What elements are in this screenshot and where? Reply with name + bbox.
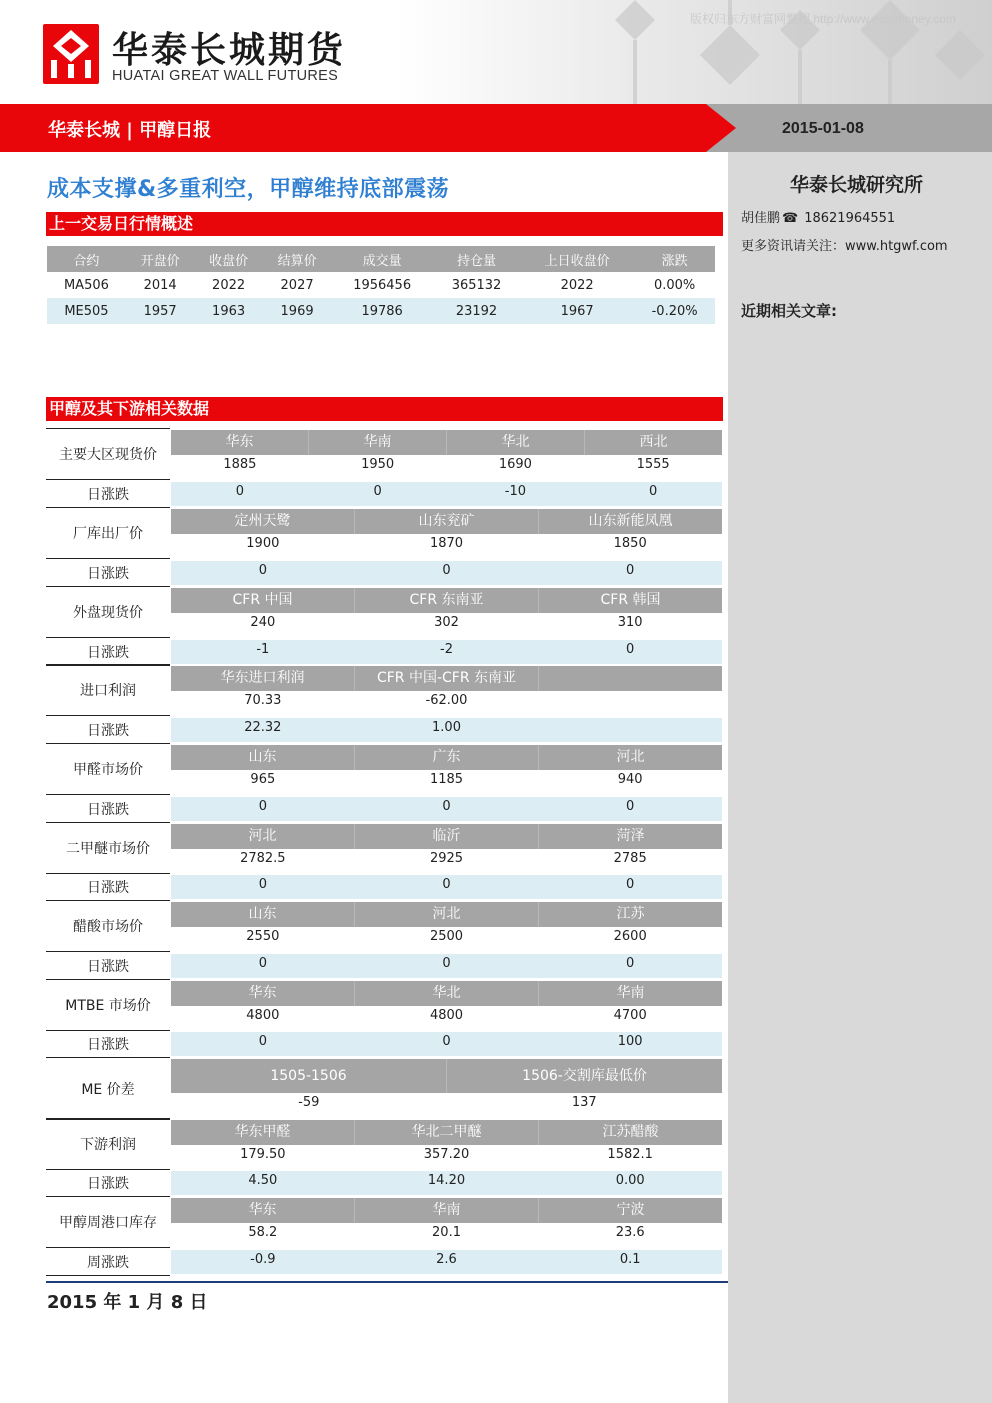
quote-cell: 365132	[433, 272, 520, 298]
row-label: 日涨跌	[46, 873, 170, 901]
change-cell: 14.20	[427, 1173, 466, 1188]
col-header: CFR 东南亚	[355, 588, 539, 613]
col-header: 江苏	[616, 906, 645, 922]
row-label: MTBE 市场价	[46, 979, 170, 1031]
data-row-import-profit	[46, 664, 722, 716]
row-header	[171, 745, 722, 770]
data-row-port-inventory	[46, 1196, 722, 1248]
quote-header-cell: 持仓量	[433, 246, 520, 272]
row-changes	[171, 1250, 722, 1274]
row-changes	[171, 640, 722, 664]
row-header	[171, 588, 722, 613]
value-cell: 302	[434, 615, 459, 630]
change-cell: 0	[258, 877, 267, 892]
col-header: 广东	[355, 745, 539, 770]
row-changes	[171, 875, 722, 899]
report-type-title: 华泰长城 | 甲醇日报	[48, 120, 212, 141]
col-header: 山东	[171, 902, 355, 927]
value-cell: 1870	[429, 536, 464, 551]
data-row-spot	[46, 428, 722, 480]
col-header: 河北	[616, 749, 645, 765]
value-cell: 1582.1	[607, 1147, 653, 1162]
col-header: 华东	[171, 981, 355, 1006]
row-label: 下游利润	[46, 1118, 170, 1170]
change-row-mtbe	[46, 1030, 722, 1058]
page-header	[0, 0, 992, 104]
row-label: ME 价差	[46, 1057, 170, 1120]
quote-cell: 1963	[194, 298, 262, 324]
value-cell: 4700	[613, 1008, 647, 1023]
col-header: 菏泽	[616, 828, 645, 844]
change-cell: 0	[442, 563, 451, 578]
col-header: CFR 韩国	[600, 592, 661, 608]
change-cell: 100	[617, 1034, 643, 1049]
row-header	[171, 430, 722, 455]
value-cell: 310	[617, 615, 643, 630]
col-header: 华南	[309, 430, 447, 455]
change-row-downstream-profit	[46, 1169, 722, 1197]
row-label: 主要大区现货价	[46, 428, 170, 480]
table-row	[47, 272, 715, 298]
col-header: 1506-交割库最低价	[522, 1068, 647, 1084]
row-header	[171, 1120, 722, 1145]
report-date: 2015-01-08	[782, 120, 864, 137]
row-label: 日涨跌	[46, 952, 170, 980]
value-cell: -62.00	[425, 693, 468, 708]
col-header: 华北二甲醚	[355, 1120, 539, 1145]
data-row-downstream-profit	[46, 1118, 722, 1170]
footer-date: 2015 年 1 月 8 日	[47, 1292, 208, 1313]
change-cell: 0.1	[619, 1252, 641, 1267]
quote-cell: 1957	[126, 298, 194, 324]
value-cell: 2550	[246, 929, 280, 944]
quote-cell: 1969	[263, 298, 331, 324]
value-cell: 940	[617, 772, 643, 787]
row-label: 日涨跌	[46, 638, 170, 666]
value-cell: 1555	[636, 457, 670, 472]
row-header	[171, 824, 722, 849]
change-cell: 0	[258, 799, 267, 814]
change-cell: 4.50	[248, 1173, 278, 1188]
row-label: 周涨跌	[46, 1248, 170, 1276]
quote-cell: 2022	[520, 272, 634, 298]
brand-name-cn: 华泰长城期货	[112, 30, 347, 71]
row-changes	[171, 482, 722, 506]
value-cell: 23.6	[615, 1225, 645, 1240]
change-cell: 0.00	[615, 1173, 645, 1188]
change-row-foreign	[46, 638, 722, 666]
change-row-formaldehyde	[46, 795, 722, 823]
row-values	[171, 1006, 722, 1026]
change-cell: 0	[442, 799, 451, 814]
row-label: 日涨跌	[46, 1030, 170, 1058]
change-cell: -0.9	[250, 1252, 276, 1267]
value-cell: 965	[250, 772, 276, 787]
row-values	[171, 1093, 722, 1113]
data-row-me-spread	[46, 1057, 722, 1120]
row-label: 厂库出厂价	[46, 507, 170, 559]
data-row-formaldehyde	[46, 743, 722, 795]
change-row-port-inventory	[46, 1248, 722, 1276]
col-header: 华东	[171, 1198, 355, 1223]
section-title-market-overview: 上一交易日行情概述	[46, 212, 723, 236]
row-header	[171, 509, 722, 534]
row-label: 日涨跌	[46, 1169, 170, 1197]
related-articles-title: 近期相关文章:	[741, 302, 837, 320]
quote-header-cell: 合约	[47, 246, 126, 272]
analyst-name: 胡佳鹏	[741, 211, 781, 226]
data-row-acetic-acid	[46, 900, 722, 952]
quote-header-cell: 开盘价	[126, 246, 194, 272]
row-values	[171, 455, 722, 475]
row-changes	[171, 797, 722, 821]
change-cell: 0	[626, 877, 635, 892]
phone-icon: ☎	[782, 211, 799, 226]
follow-website: 更多资讯请关注：www.htgwf.com	[741, 239, 948, 254]
change-row-factory	[46, 559, 722, 587]
row-values	[171, 770, 722, 790]
change-cell: 0	[442, 1034, 451, 1049]
row-label: 日涨跌	[46, 480, 170, 508]
col-header: 华东	[171, 430, 309, 455]
col-header: 江苏醋酸	[602, 1124, 659, 1140]
quote-header-cell: 上日收盘价	[520, 246, 634, 272]
change-cell: 0	[626, 642, 635, 657]
col-header: 临沂	[355, 824, 539, 849]
change-cell: 0	[373, 484, 382, 499]
row-changes	[171, 1171, 722, 1195]
quote-cell: MA506	[47, 272, 126, 298]
quote-header-cell: 收盘价	[194, 246, 262, 272]
col-header: 山东新能凤凰	[588, 513, 673, 529]
change-cell: 0	[258, 563, 267, 578]
quote-cell: 2014	[126, 272, 194, 298]
row-header	[171, 902, 722, 927]
change-cell: 22.32	[244, 720, 282, 735]
row-values	[171, 613, 722, 633]
value-cell: 20.1	[432, 1225, 461, 1240]
quote-cell: -0.20%	[634, 298, 715, 324]
col-header: CFR 中国-CFR 东南亚	[355, 666, 539, 691]
col-header: 西北	[639, 434, 668, 450]
value-cell: 137	[571, 1095, 597, 1110]
row-changes	[171, 561, 722, 585]
row-label: 外盘现货价	[46, 586, 170, 638]
col-header	[539, 666, 722, 691]
change-cell: -1	[256, 642, 270, 657]
change-row-spot	[46, 480, 722, 508]
quote-cell: 1956456	[331, 272, 433, 298]
col-header: 华南	[355, 1198, 539, 1223]
analyst-phone: 18621964551	[804, 211, 896, 226]
row-changes	[171, 1032, 722, 1056]
quote-header-cell: 结算价	[263, 246, 331, 272]
value-cell: 1690	[498, 457, 532, 472]
quote-cell: 23192	[433, 298, 520, 324]
quote-cell: 19786	[331, 298, 433, 324]
huatai-logo-icon	[43, 24, 99, 84]
change-row-acetic-acid	[46, 952, 722, 980]
row-changes	[171, 954, 722, 978]
quote-header-row	[47, 246, 715, 272]
col-header: 山东	[171, 745, 355, 770]
value-cell: 2600	[613, 929, 647, 944]
report-headline: 成本支撑&多重利空，甲醇维持底部震荡	[47, 177, 450, 202]
row-label: 甲醇周港口库存	[46, 1196, 170, 1248]
change-cell: 0	[626, 563, 635, 578]
col-header: 河北	[355, 902, 539, 927]
table-row	[47, 298, 715, 324]
value-cell: 2925	[429, 851, 464, 866]
brand-name-en: HUATAI GREAT WALL FUTURES	[112, 68, 339, 84]
change-cell: 0	[442, 956, 451, 971]
change-row-import-profit	[46, 716, 722, 744]
value-cell: 1185	[429, 772, 464, 787]
change-cell	[538, 718, 722, 742]
col-header: CFR 中国	[171, 588, 355, 613]
change-cell: -2	[440, 642, 453, 657]
change-cell: 1.00	[432, 720, 461, 735]
row-label: 日涨跌	[46, 559, 170, 587]
value-cell: 58.2	[248, 1225, 278, 1240]
row-header	[171, 1059, 722, 1093]
quote-cell: ME505	[47, 298, 126, 324]
value-cell: 70.33	[244, 693, 282, 708]
change-cell: 0	[442, 877, 451, 892]
institute-name: 华泰长城研究所	[790, 174, 924, 196]
change-cell: -10	[504, 484, 526, 499]
row-values	[171, 1223, 722, 1243]
row-label: 二甲醚市场价	[46, 822, 170, 874]
col-header: 华北	[447, 430, 585, 455]
value-cell: 1900	[246, 536, 280, 551]
value-cell: 4800	[246, 1008, 280, 1023]
row-header	[171, 981, 722, 1006]
value-cell: 2500	[429, 929, 464, 944]
change-cell: 0	[626, 799, 635, 814]
section-title-methanol-data: 甲醇及其下游相关数据	[46, 397, 723, 421]
quote-cell: 1967	[520, 298, 634, 324]
col-header: 定州天鹭	[171, 509, 355, 534]
quote-cell: 2022	[194, 272, 262, 298]
value-cell: 1885	[223, 457, 257, 472]
value-cell	[538, 691, 722, 711]
watermark-text: 版权归东方财富网整理 http://www.eastmoney.com	[690, 12, 956, 26]
data-row-foreign	[46, 586, 722, 638]
quote-cell: 0.00%	[634, 272, 715, 298]
col-header: 宁波	[616, 1202, 645, 1218]
quote-header-cell: 涨跌	[634, 246, 715, 272]
bottom-divider	[46, 1281, 728, 1283]
value-cell: 1950	[361, 457, 395, 472]
value-cell: 357.20	[423, 1147, 470, 1162]
row-values	[171, 1145, 722, 1165]
change-row-dme	[46, 873, 722, 901]
row-header	[171, 1198, 722, 1223]
quote-table	[47, 246, 715, 324]
col-header: 河北	[171, 824, 355, 849]
row-label: 醋酸市场价	[46, 900, 170, 952]
row-values	[171, 849, 722, 869]
row-values	[171, 534, 722, 554]
data-row-factory	[46, 507, 722, 559]
change-cell: 0	[626, 956, 635, 971]
value-cell: 2782.5	[240, 851, 286, 866]
change-cell: 0	[648, 484, 658, 499]
col-header: 华北	[355, 981, 539, 1006]
change-cell: 0	[258, 956, 267, 971]
row-label: 进口利润	[46, 664, 170, 716]
col-header: 华东进口利润	[171, 666, 355, 691]
change-cell: 2.6	[436, 1252, 457, 1267]
value-cell: 4800	[429, 1008, 464, 1023]
row-header	[171, 666, 722, 691]
change-cell: 0	[235, 484, 245, 499]
value-cell: 1850	[613, 536, 647, 551]
col-header: 1505-1506	[171, 1059, 447, 1093]
sidebar	[728, 152, 992, 1403]
row-label: 日涨跌	[46, 716, 170, 744]
row-values	[171, 927, 722, 947]
row-label: 甲醛市场价	[46, 743, 170, 795]
value-cell: -59	[298, 1095, 320, 1110]
value-cell: 240	[250, 615, 276, 630]
col-header: 山东兖矿	[355, 509, 539, 534]
row-changes	[171, 718, 722, 742]
quote-header-cell: 成交量	[331, 246, 433, 272]
col-header: 华南	[616, 985, 645, 1001]
row-label: 日涨跌	[46, 795, 170, 823]
row-values	[171, 691, 722, 711]
analyst-contact	[741, 207, 895, 226]
col-header: 华东甲醛	[171, 1120, 355, 1145]
data-row-dme	[46, 822, 722, 874]
data-row-mtbe	[46, 979, 722, 1031]
value-cell: 179.50	[240, 1147, 286, 1162]
quote-cell: 2027	[263, 272, 331, 298]
change-cell: 0	[258, 1034, 267, 1049]
value-cell: 2785	[613, 851, 647, 866]
